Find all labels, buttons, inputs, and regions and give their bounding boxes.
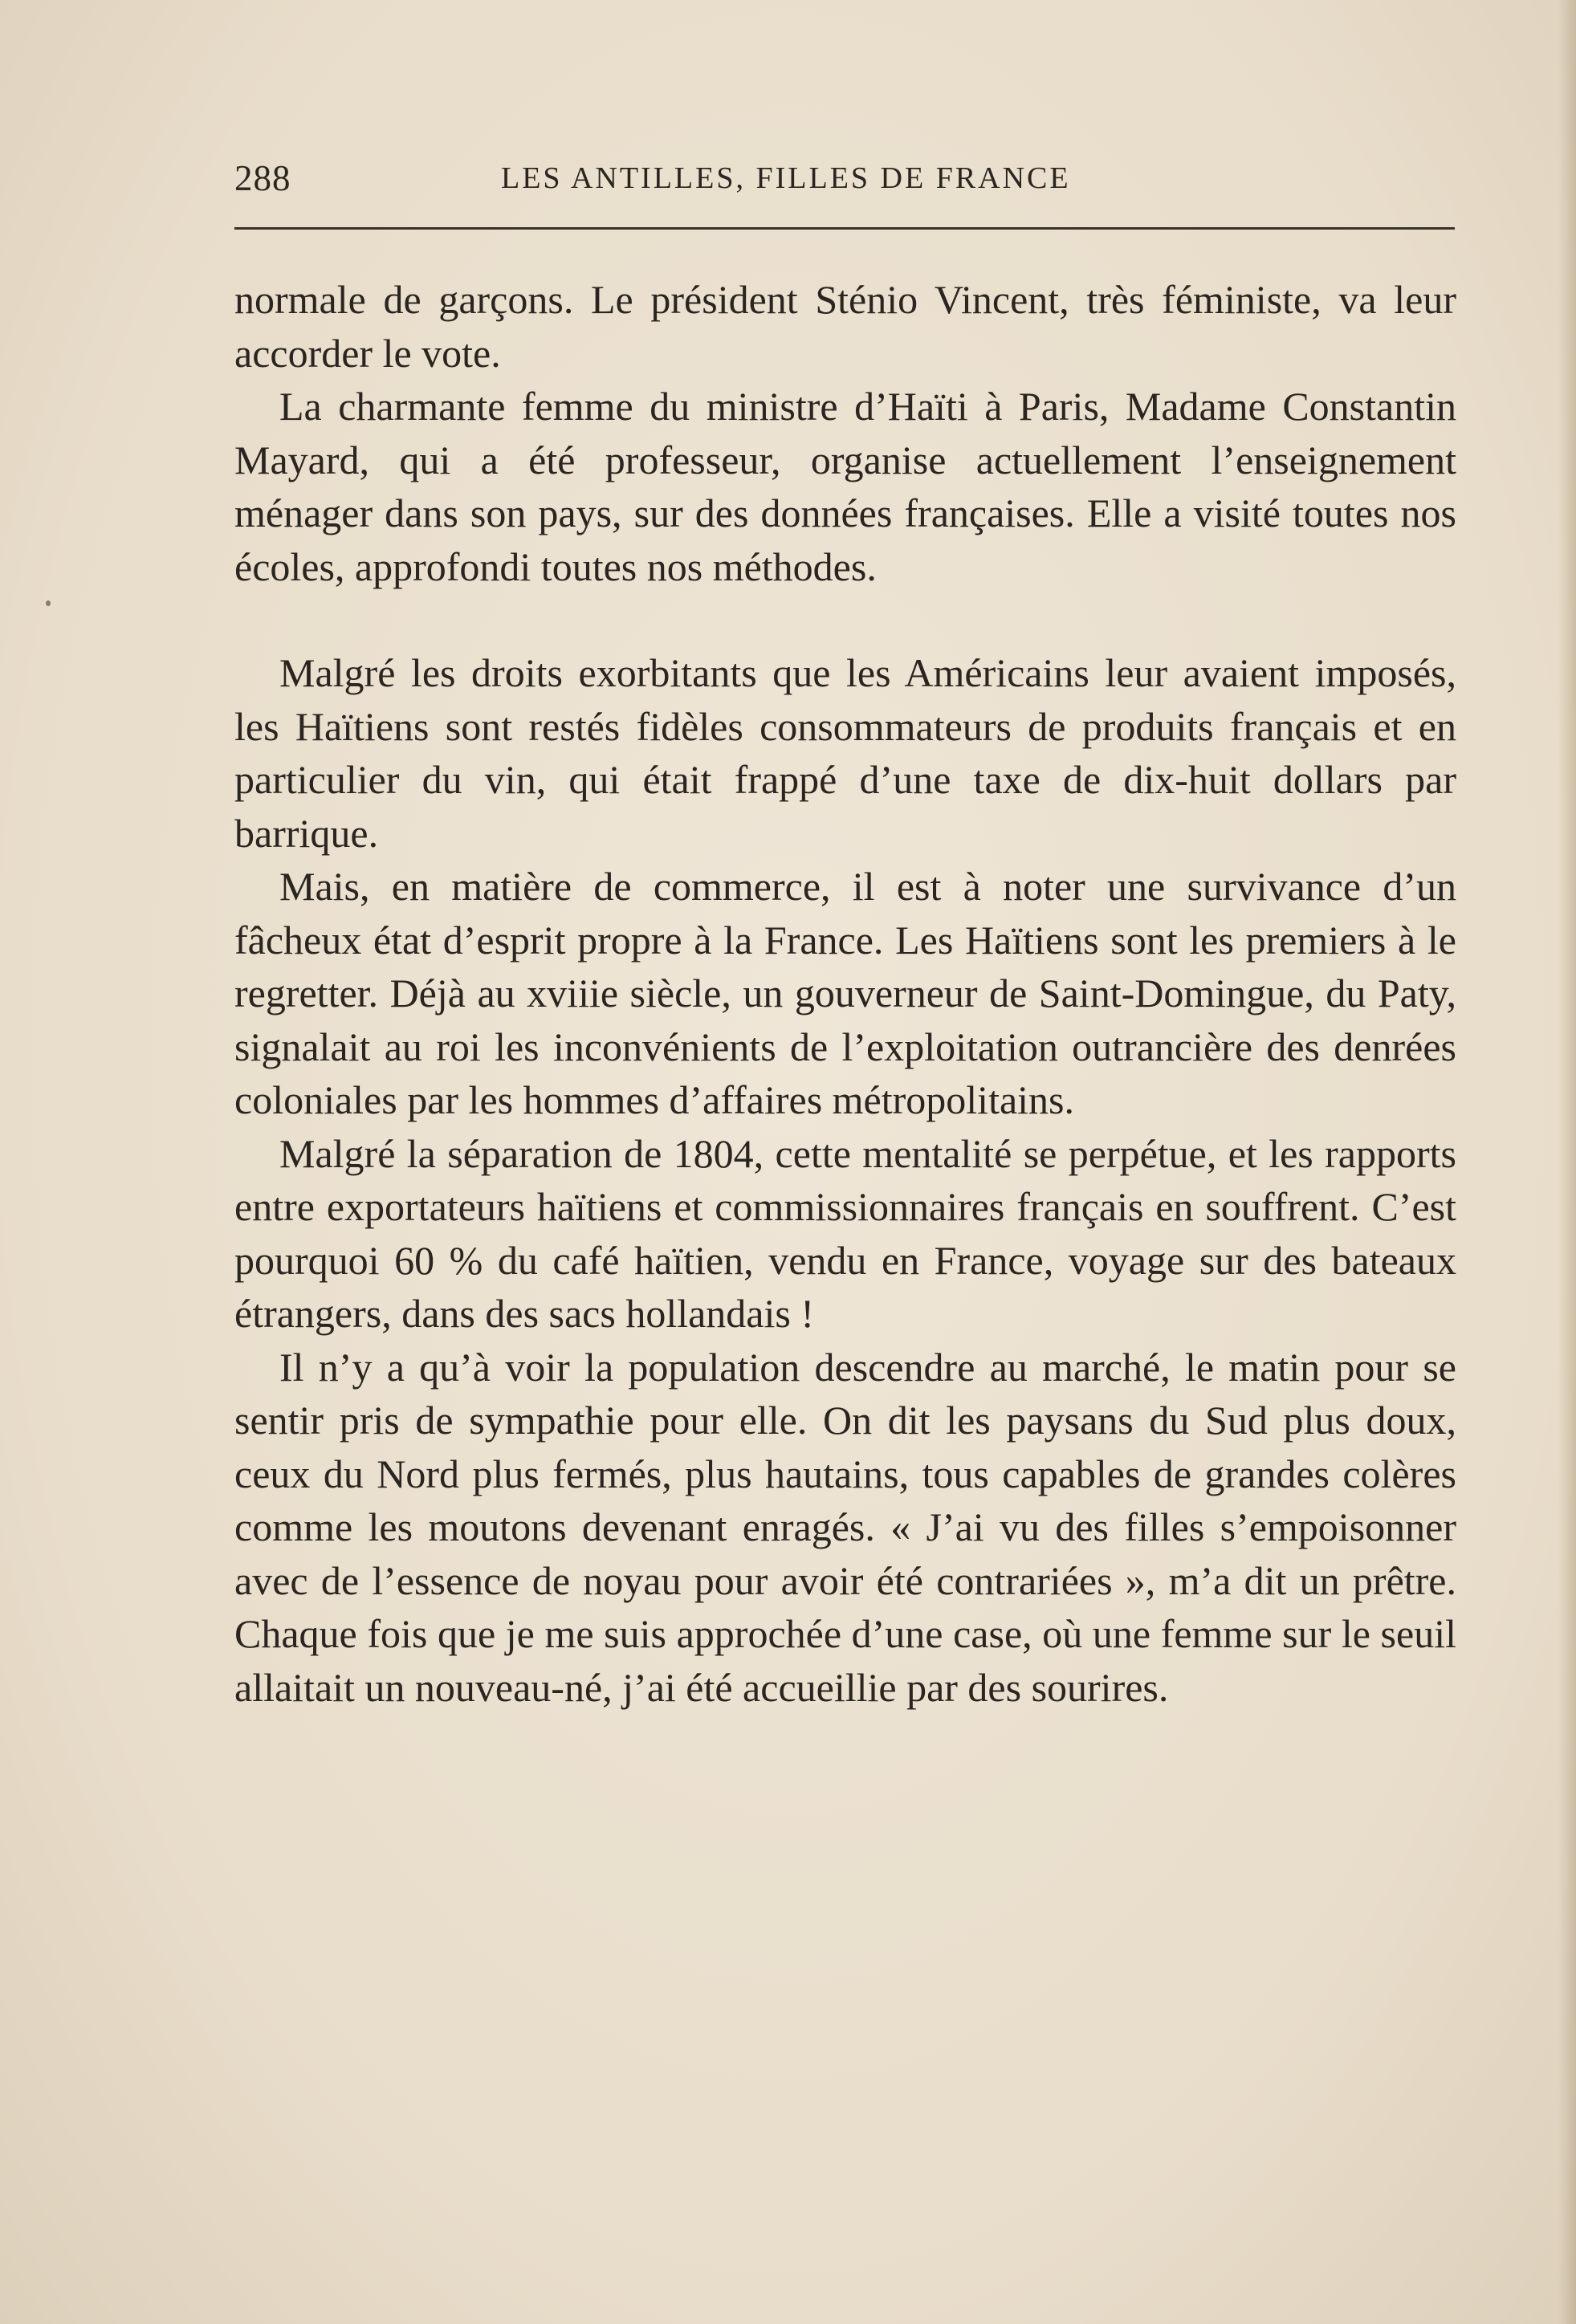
- paragraph-4: Mais, en matière de commerce, il est à noter une survivance d’un fâcheux état d’esprit propre à la France. Les Haïtiens sont les premiers à le regretter. Déjà au xviiie siècle, un gouverneur de Saint-Domingue, du Paty, signalait au roi les inconvénients de l’exploitation outrancière des denrées coloniales par les hommes d’affaires métropolitains.: [234, 864, 1456, 1122]
- paragraph-2: La charmante femme du ministre d’Haïti à Paris, Madame Constantin Mayard, qui a été professeur, organise actuellement l’enseignement ménager dans son pays, sur des données françaises. Elle a visité toutes nos écoles, approfondi toutes nos méthodes.: [234, 384, 1456, 589]
- body-text: [234, 273, 1456, 1714]
- paragraph-5: Malgré la séparation de 1804, cette mentalité se perpétue, et les rapports entre exportateurs haïtiens et commissionnaires français en souffrent. C’est pourquoi 60 % du café haïtien, vendu en France, voyage sur des bateaux étrangers, dans des sacs hollandais !: [234, 1130, 1456, 1336]
- paragraph-1: normale de garçons. Le président Sténio Vincent, très féministe, va leur accorder le vote.: [234, 277, 1456, 376]
- paragraph-3: Malgré les droits exorbitants que les Américains leur avaient imposés, les Haïtiens sont restés fidèles consommateurs de produits français et en particulier du vin, qui était frappé d’une taxe de dix-huit dollars par barrique.: [234, 650, 1456, 856]
- paper-speck: [46, 600, 51, 606]
- paragraph-6: Il n’y a qu’à voir la population descendre au marché, le matin pour se sentir pris de sympathie pour elle. On dit les paysans du Sud plus doux, ceux du Nord plus fermés, plus hautains, tous capables de grandes colères comme les moutons devenant enragés. « J’ai vu des filles s’empoisonner avec de l’essence de noyau pour avoir été contrariées », m’a dit un prêtre. Chaque fois que je me suis approchée d’une case, où une femme sur le seuil allaitait un nouveau-né, j’ai été accueillie par des sourires.: [234, 1344, 1456, 1710]
- running-title: LES ANTILLES, FILLES DE FRANCE: [501, 161, 1071, 195]
- page-number: 288: [234, 158, 291, 198]
- page-header: [234, 157, 1456, 206]
- header-rule: [234, 227, 1455, 230]
- page-edge-shadow: [1558, 0, 1576, 2324]
